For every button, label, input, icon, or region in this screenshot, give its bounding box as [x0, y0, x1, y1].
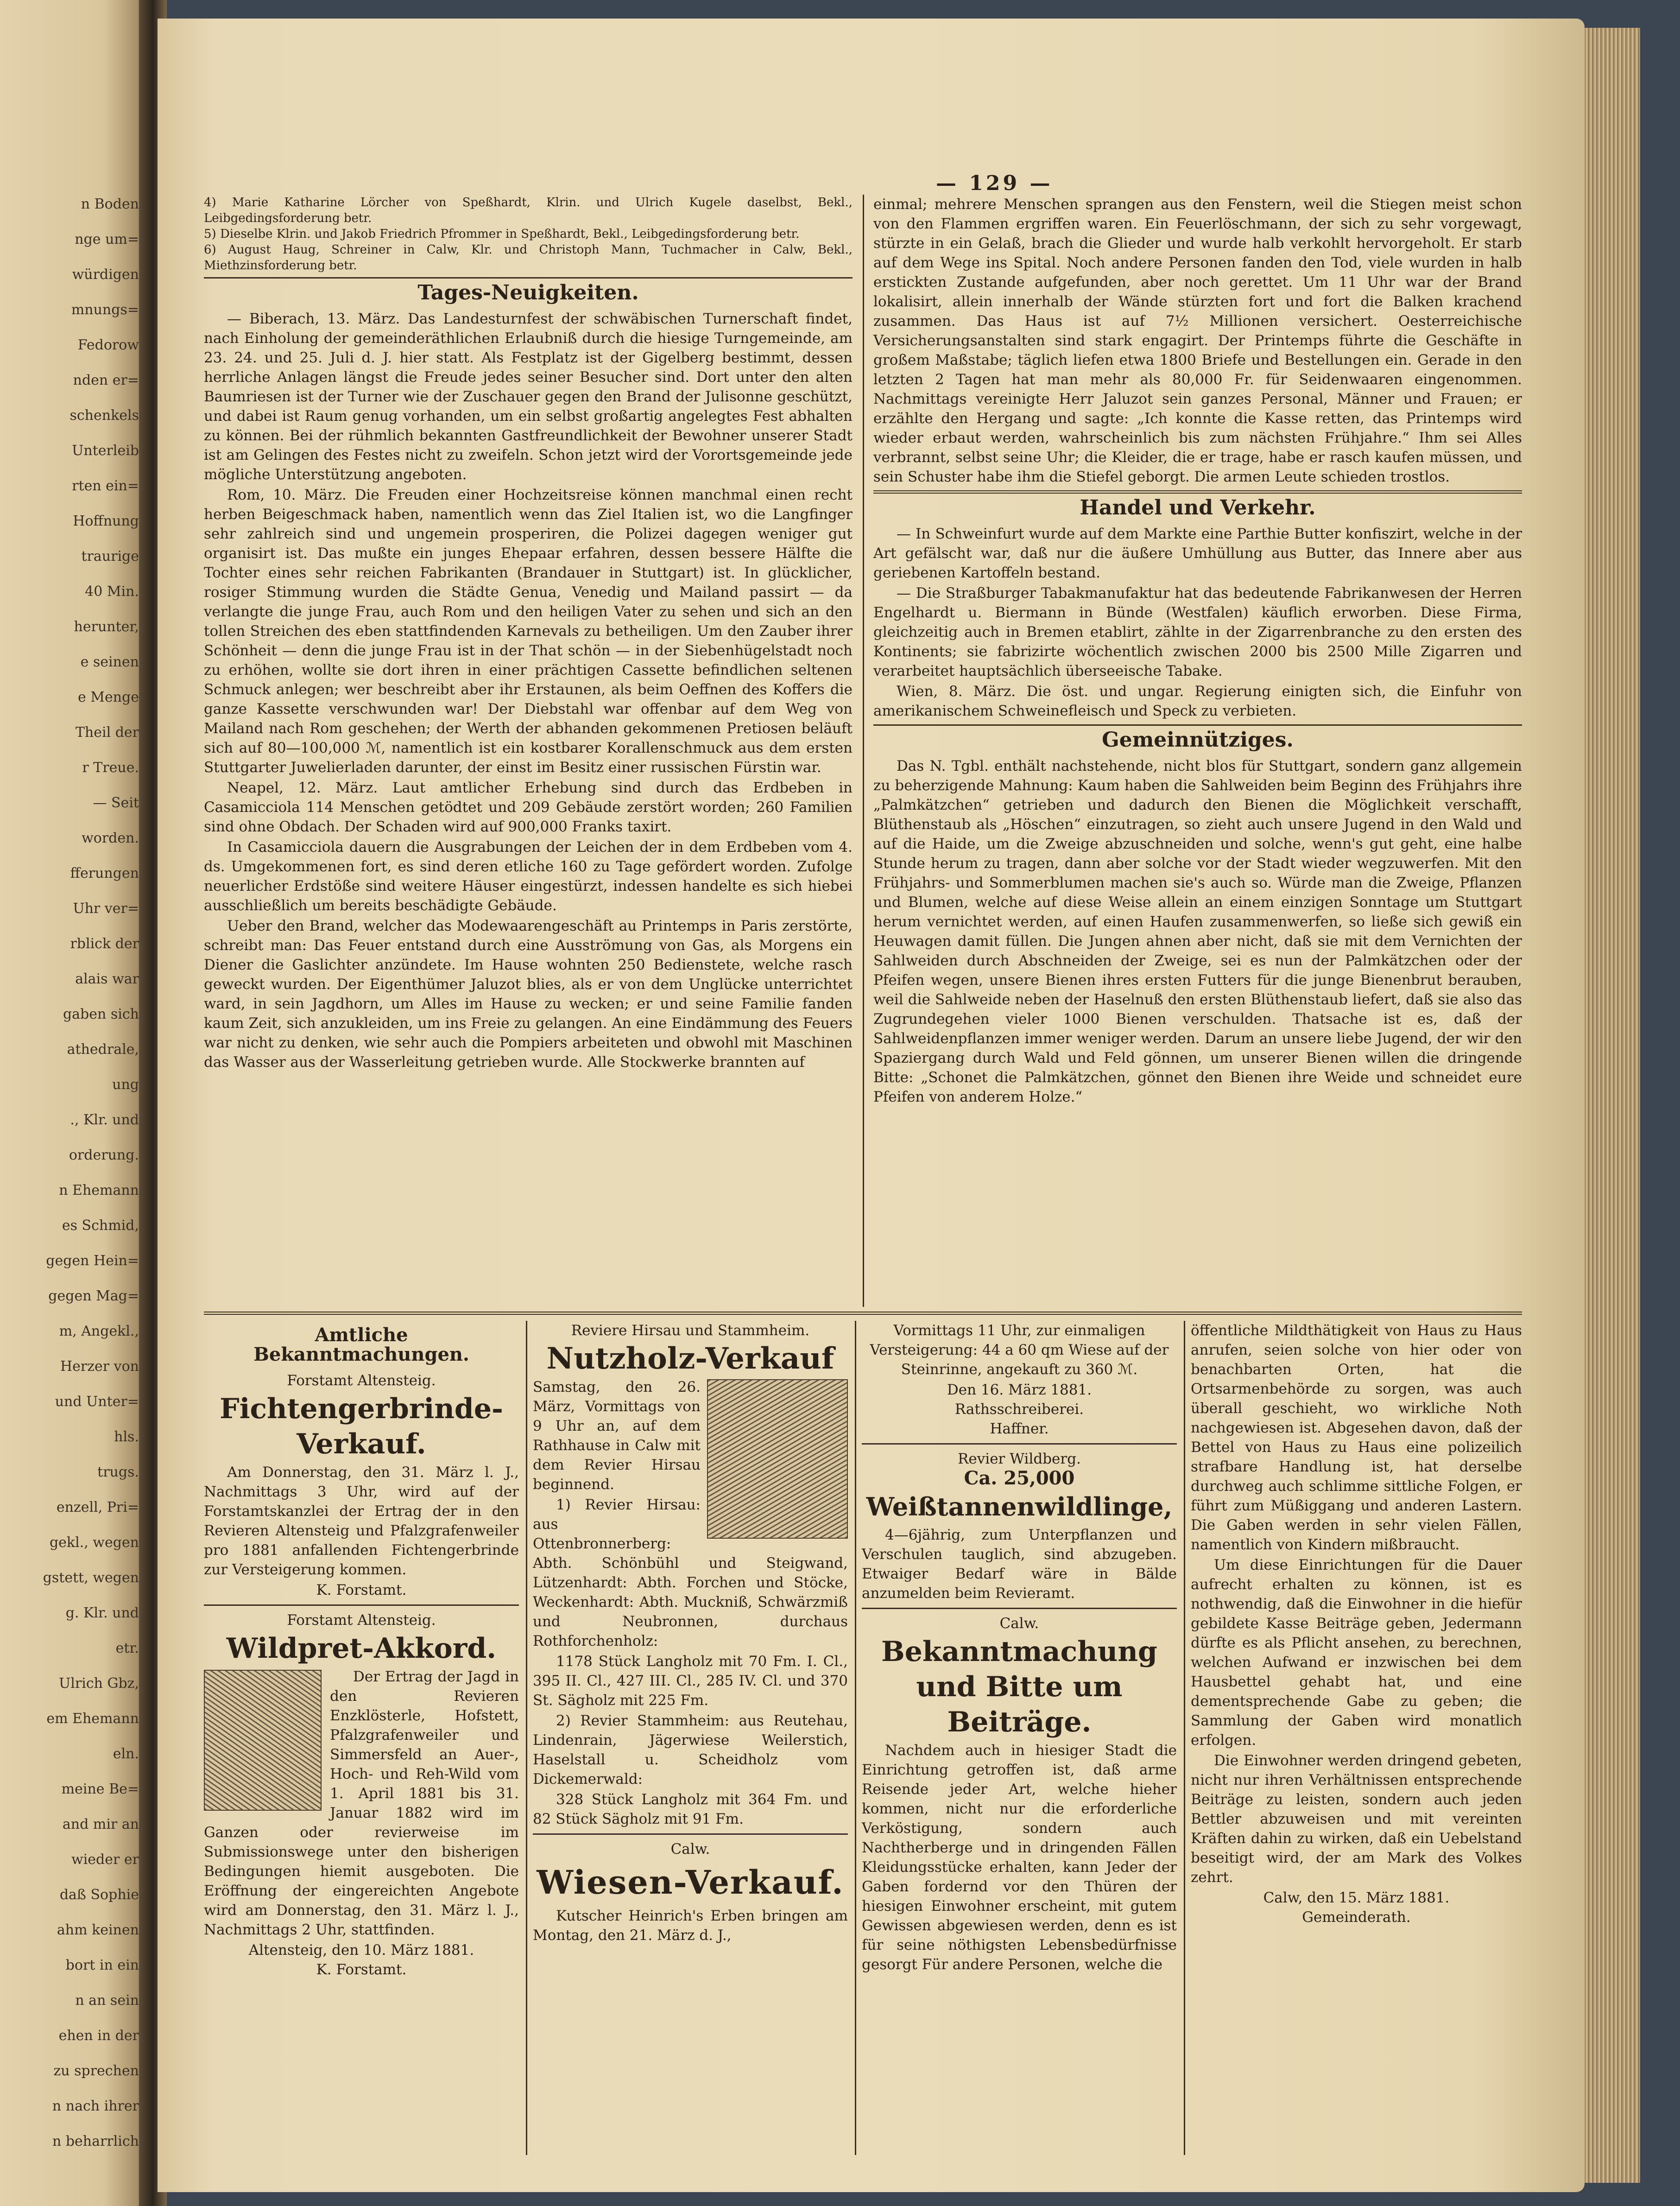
ad-title: Bekanntmachung	[881, 1635, 1157, 1668]
trade-article: — Die Straßburger Tabakmanufaktur hat das bedeutende Fabrikanwesen der Herren Engelhardt u. Biermann in Bünde (Westfalen) käuflich erworben. Diese Firma, gleichzeitig auch in Bremen etablirt, zählte in der Zigarrenbranche zu den ersten des Kontinents; sie fabrizirte wöchentlich zwischen 2000 bis 2500 Mille Zigarren und verarbeitet hauptsächlich überseeische Tabake.	[873, 585, 1522, 679]
court-item: 6) August Haug, Schreiner in Calw, Klr. und Christoph Mann, Tuchmacher in Calw, Bekl., Miethzinsforderung betr.	[204, 243, 853, 273]
left-page-fragment: Hoffnung	[73, 513, 139, 529]
ad-title: Beiträge.	[947, 1706, 1092, 1738]
handel-verkehr-heading: Handel und Verkehr.	[1080, 496, 1316, 520]
left-page-fragment: trugs.	[97, 1464, 139, 1480]
left-page-fragment: wieder er	[71, 1851, 139, 1868]
ad-body: Samstag, den 26. März, Vormittags von 9 Uhr an, auf dem Rathhause in Calw mit dem Revier Hirsau beginnend.	[533, 1379, 701, 1493]
left-page-fragment: gstett, wegen	[43, 1570, 139, 1586]
ad-office: Forstamt Altensteig.	[287, 1372, 436, 1389]
left-page-fragment: schenkels	[69, 407, 139, 424]
ad-signature: Haffner.	[990, 1420, 1049, 1437]
left-page-fragment: em Ehemann	[46, 1711, 139, 1727]
newspaper-page	[158, 19, 1585, 2192]
ad-place: Calw.	[999, 1615, 1039, 1632]
left-page-edge	[0, 0, 148, 2206]
left-page-fragment: mnungs=	[71, 302, 139, 318]
woodcutters-illustration	[707, 1379, 848, 1539]
ad-title: und Bitte um	[916, 1671, 1123, 1703]
left-page-fragment: es Schmid,	[62, 1217, 139, 1234]
left-page-fragment: m, Angekl.,	[59, 1323, 139, 1339]
left-page-fragment: gegen Hein=	[46, 1253, 139, 1269]
column-divider	[1184, 1321, 1185, 2155]
news-article: — Biberach, 13. März. Das Landesturnfest der schwäbischen Turnerschaft findet, nach Einholung der gemeinderäthlichen Erlaubniß durch die hiesige Turngemeinde, am 23. 24. und 25. Juli d. J. hier statt. Als Festplatz ist der Gigelberg bestimmt, dessen herrliche Anlagen längst die Freude jedes seiner Besucher sind. Dort unter den alten Baumriesen ist der Turner wie der Zuschauer gegen den Brand der Julisonne geschützt, und dabei ist Raum genug vorhanden, um ein selbst großartig angelegtes Fest abhalten zu können. Bei der rühmlich bekannten Gastfreundlichkeit der Bewohner unserer Stadt ist am Gelingen des Festes nicht zu zweifeln. Schon jetzt wird der Vorortsgemeinde jede mögliche Unterstützung angeboten.	[204, 311, 853, 483]
left-page-fragment: Ulrich Gbz,	[59, 1675, 139, 1692]
left-page-fragment: — Seit	[93, 795, 139, 811]
ad-body: 1178 Stück Langholz mit 70 Fm. I. Cl., 395 II. Cl., 427 III. Cl., 285 IV. Cl. und 370 St. Sägholz mit 225 Fm.	[533, 1653, 848, 1709]
left-page-fragment: 40 Min.	[85, 583, 139, 600]
news-article: In Casamicciola dauern die Ausgrabungen der Leichen der in dem Erdbeben vom 4. ds. Umgekommenen fort, es sind deren etliche 160 zu Tage gefördert worden. Zufolge neuerlicher Erdstöße sind weitere Häuser eingestürzt, indessen handelte es sich hiebei ausschließlich um bereits beschädigte Gebäude.	[204, 839, 853, 914]
ad-office: Forstamt Altensteig.	[287, 1612, 436, 1629]
ad-body: öffentliche Mildthätigkeit von Haus zu Haus anrufen, seien solche von hier oder von benachbarten Orten, hat die Ortsarmenbehörde zu sorgen, was auch überall geschieht, wo wirkliche Noth nachgewiesen ist. Abgesehen davon, daß der Bettel von Haus zu Haus eine polizeilich strafbare Handlung ist, hat derselbe durchweg auch schlimme sittliche Folgen, er führt zum Müßiggang und anderen Lastern. Die Gaben werden in sehr vielen Fällen, namentlich von Kindern mißbraucht.	[1191, 1322, 1522, 1553]
column-divider	[526, 1321, 527, 2155]
court-item: 4) Marie Katharine Lörcher von Speßhardt, Klrin. und Ulrich Kugele daselbst, Bekl., Leibgedingsforderung betr.	[204, 196, 853, 225]
ad-office: Rathsschreiberei.	[954, 1401, 1084, 1418]
left-page-fragment: zu sprechen	[53, 2063, 139, 2079]
ad-office: Revier Wildberg.	[958, 1451, 1081, 1467]
ad-column-1	[204, 1321, 519, 1979]
ad-signature: K. Forstamt.	[316, 1582, 407, 1598]
left-page-fragment: Theil der	[75, 724, 139, 741]
ad-signature: K. Forstamt.	[316, 1961, 407, 1978]
left-page-fragment: n nach ihrer	[52, 2098, 139, 2114]
ad-body: 4—6jährig, zum Unterpflanzen und Verschulen tauglich, sind abzugeben. Etwaiger Bedarf wäre in Bälde anzumelden beim Revieramt.	[862, 1527, 1177, 1602]
ad-column-4	[1191, 1321, 1522, 1927]
left-page-fragment: athedrale,	[67, 1041, 139, 1058]
right-news-column	[873, 195, 1522, 1108]
left-page-fragment: enzell, Pri=	[56, 1499, 139, 1515]
court-item: 5) Dieselbe Klrin. und Jakob Friedrich Pfrommer in Speßhardt, Bekl., Leibgedingsforderung betr.	[204, 227, 800, 241]
left-page-fragment: e Menge	[77, 689, 139, 705]
left-page-fragment: würdigen	[72, 266, 139, 283]
left-page-fragment: meine Be=	[61, 1781, 139, 1797]
ad-title: Wiesen-Verkauf.	[537, 1863, 844, 1902]
left-page-fragment: gegen Mag=	[48, 1288, 139, 1304]
left-page-fragment: n Boden	[81, 196, 139, 212]
ad-intro: Reviere Hirsau und Stammheim.	[571, 1322, 810, 1339]
left-page-fragment: hls.	[114, 1429, 139, 1445]
ad-body: 328 Stück Langholz mit 364 Fm. und 82 Stück Sägholz mit 91 Fm.	[533, 1791, 848, 1827]
news-article: Neapel, 12. März. Laut amtlicher Erhebung sind durch das Erdbeben in Casamicciola 114 Menschen getödtet und 209 Gebäude zerstört worden; 260 Familien sind ohne Obdach. Der Schaden wird auf 900,000 Franks taxirt.	[204, 780, 853, 835]
news-article: Ueber den Brand, welcher das Modewaarengeschäft au Printemps in Paris zerstörte, schreibt man: Das Feuer entstand durch eine Ausströmung von Gas, als Morgens ein Diener die Gaslichter anzündete. Im Hause wohnten 250 Bedienstete, welche rasch geweckt wurden. Der Eigenthümer Jaluzot blies, als er von dem Unglücke unterrichtet ward, in sein Jagdhorn, um Alles im Hause zu wecken; er und seine Familie fanden kaum Zeit, sich anzukleiden, um ins Freie zu gelangen. An eine Eindämmung des Feuers war nicht zu denken, wie sehr auch die Pompiers arbeiteten und obwohl mit Maschinen das Wasser aus der Wasserleitung getrieben wurde. Alle Stockwerke brannten auf	[204, 918, 853, 1071]
left-page-fragment: n Ehemann	[59, 1182, 139, 1198]
left-page-fragment: orderung.	[69, 1147, 139, 1163]
news-article-continued: einmal; mehrere Menschen sprangen aus den Fenstern, weil die Stiegen meist schon von den Flammen ergriffen waren. Ein Feuerlöschmann, der sich zu sehr vorgewagt, stürzte in ein Gelaß, brach die Glieder und wurde halb verkohlt hervorgeholt. Er starb auf dem Wege ins Spital. Noch andere Personen fanden den Tod, viele wurden in halb erstickten Zustande aufgefunden, aber noch gerettet. Um 11 Uhr war der Brand lokalisirt, allein innerhalb der Wände stürzten fort und fort die Balken krachend zusammen. Das Haus ist auf 7½ Millionen versichert. Oesterreichische Versicherungsanstalten sind stark engagirt. Der Printemps führte die Geschäfte in großem Maßstabe; täglich liefen etwa 1800 Briefe und Bestellungen ein. Gerade in den letzten 2 Tagen hat man mehr als 80,000 Fr. für Seidenwaaren eingenommen. Nachmittags vereinigte Herr Jaluzot sein ganzes Personal, Männer und Frauen; er erzählte den Hergang und sagte: „Ich konnte die Kasse retten, das Printemps wird wieder erbaut werden, wahrscheinlich bis zum nächsten Frühjahre.“ Ihm sei Alles verbrannt, selbst seine Uhr; die Kleider, die er trage, habe er rasch kaufen müssen, und sein Schuster habe ihm die Stiefel geborgt. Die armen Leute schieden trostlos.	[873, 196, 1522, 485]
left-page-fragment: and mir an	[62, 1816, 139, 1832]
deer-hunt-illustration	[204, 1670, 322, 1811]
left-news-column	[204, 195, 853, 1073]
ad-date: Den 16. März 1881.	[947, 1382, 1092, 1398]
ad-date: Calw, den 15. März 1881.	[1263, 1889, 1450, 1906]
left-page-fragment: und Unter=	[55, 1394, 139, 1410]
column-divider	[855, 1321, 856, 2155]
left-page-fragment: nge um=	[75, 231, 139, 247]
ad-body: 1) Revier Hirsau: aus Ottenbronnerberg: Abth. Schönbühl und Steigwand, Lützenhardt: Abth. Forchen und Stöcke, Weckenhardt: Abth. Muckniß, Schwärzmiß und Neubronnen, durchaus Rothforchenholz:	[533, 1496, 848, 1649]
left-page-fragment: traurige	[81, 548, 139, 564]
left-page-fragment: alais war	[75, 971, 139, 987]
left-page-fragment: daß Sophie	[59, 1887, 139, 1903]
left-page-fragment: e seinen	[80, 654, 139, 670]
ad-column-2	[533, 1321, 848, 1946]
ad-amount: Ca. 25,000	[964, 1467, 1075, 1489]
ad-title: Nutzholz-Verkauf	[546, 1341, 834, 1376]
ad-signature: Gemeinderath.	[1302, 1909, 1411, 1926]
left-page-fragment: rten ein=	[72, 478, 139, 494]
ad-title: Fichtengerbrinde-	[220, 1393, 503, 1425]
left-page-fragment: g. Klr. und	[65, 1605, 139, 1621]
left-page-fragment: herunter,	[74, 619, 139, 635]
ad-body: 2) Revier Stammheim: aus Reutehau, Lindenrain, Jägerwiese Weilerstich, Haselstall u. Scheidholz vom Dickemerwald:	[533, 1712, 848, 1788]
ad-title: Wildpret-Akkord.	[226, 1632, 497, 1665]
ad-title: Weißtannenwildlinge,	[866, 1492, 1173, 1521]
ad-body: Der Ertrag der Jagd in den Revieren Enzklösterle, Hofstett, Pfalzgrafenweiler und Simmersfeld an Auer-, Hoch- und Reh-Wild vom 1. April 1881 bis 31. Januar 1882 wird im Ganzen oder revierweise im Submissionswege unter den bisherigen Bedingungen hiemit ausgeboten. Die Eröffnung der eingereichten Angebote wird am Donnerstag, den 31. März l. J., Nachmittags 2 Uhr, stattfinden.	[204, 1668, 519, 1938]
ad-body: Die Einwohner werden dringend gebeten, nicht nur ihren Verhältnissen entsprechende Beiträge zu leisten, sondern auch jeden Bettler abzuweisen und mit vereinten Kräften dahin zu wirken, daß ein Uebelstand beseitigt wird, der am Mark des Volkes zehrt.	[1191, 1752, 1522, 1886]
amtliche-heading: Amtliche Bekanntmachungen.	[253, 1324, 469, 1365]
trade-article: — In Schweinfurt wurde auf dem Markte eine Parthie Butter konfiszirt, welche in der Art gefälscht war, daß nur die äußere Umhüllung aus Butter, das Innere aber aus geriebenen Kartoffeln bestand.	[873, 526, 1522, 581]
ads-separator	[204, 1312, 1522, 1315]
left-page-fragment: eln.	[113, 1746, 139, 1762]
left-page-fragment: Unterleib	[72, 443, 139, 459]
ad-body: Am Donnerstag, den 31. März l. J., Nachmittags 3 Uhr, wird auf der Forstamtskanzlei der Ertrag der in den Revieren Altensteig und Pfalzgrafenweiler pro 1881 anfallenden Fichtengerbrinde zur Versteigerung kommen.	[204, 1464, 519, 1578]
news-article: Rom, 10. März. Die Freuden einer Hochzeitsreise können manchmal einen recht herben Beigeschmack haben, namentlich wenn das Ziel Italien ist, wo die Langfinger sehr zahlreich sind und ungemein prosperiren, die Polizei dagegen weniger gut organisirt ist. Das mußte ein junges Ehepaar erfahren, dessen bessere Hälfte die Tochter eines sehr reichen Fabrikanten (Brandauer in Stuttgart) ist. In glücklicher, rosiger Stimmung wurden die Städte Genua, Venedig und Mailand passirt — da verlangte die junge Frau, auch Rom und den heiligen Vater zu sehen und sich an den tollen Streichen des eben stattfindenden Karnevals zu betheiligen. Um den Zauber ihrer Schönheit — denn die junge Frau ist in der That schön — in der Siebenhügelstadt noch zu erhöhen, wollte sie dort ihren in einer prächtigen Cassette befindlichen seltenen Schmuck anlegen; wer beschreibt aber ihr Erstaunen, als beim Oeffnen des Koffers die ganze Kassette verschwunden war! Der Diebstahl war offenbar auf dem Weg von Mailand nach Rom geschehen; der Werth der abhanden gekommenen Pretiosen beläuft sich auf 80—100,000 ℳ, namentlich ist ein kostbarer Korallenschmuck aus dem ersten Stuttgarter Juwelierladen darunter, der einst im Besitz einer russischen Fürstin war.	[204, 487, 853, 776]
left-page-fragment: r Treue.	[82, 760, 139, 776]
left-page-fragment: Fedorow	[77, 337, 139, 353]
court-list	[204, 195, 853, 273]
left-page-fragment: Uhr ver=	[73, 900, 139, 917]
left-page-fragment: etr.	[115, 1640, 139, 1656]
left-page-fragment: bort in ein	[65, 1957, 139, 1973]
left-page-fragment: ., Klr. und	[70, 1112, 139, 1128]
page-stack-edge	[1585, 28, 1640, 2183]
left-page-fragment: nden er=	[73, 372, 139, 388]
left-page-fragment: ung	[112, 1077, 139, 1093]
left-page-fragment: gekl., wegen	[49, 1534, 139, 1551]
left-page-fragment: rblick der	[70, 936, 139, 952]
left-page-fragment: n an sein	[75, 1992, 139, 2009]
left-page-fragment: ahm keinen	[57, 1922, 139, 1938]
left-page-fragment: ehen in der	[58, 2028, 139, 2044]
public-interest-article: Das N. Tgbl. enthält nachstehende, nicht blos für Stuttgart, sondern ganz allgemein zu beherzigende Mahnung: Kaum haben die Sahlweiden beim Beginn des Frühjahrs ihre „Palmkätzchen“ getrieben und dadurch den Bienen die Möglichkeit verschafft, Blüthenstaub als „Höschen“ einzutragen, so zieht auch unsere Jugend in den Wald und auf die Haide, um die Zweige abzuschneiden und solche, wenn's gut geht, eine halbe Stunde herum zu tragen, dann aber solche vor der Stadt wieder wegzuwerfen. Mit den Frühjahrs- und Sommerblumen machen sie's auch so. Würde man die Zweige, Pflanzen und Blumen, welche auf diese Weise allein an einem einzigen Sonntage um Stuttgart herum vernichtet werden, auf einen Haufen zusammenwerfen, so ließe sich gewiß ein Heuwagen damit füllen. Die Jungen ahnen aber nicht, daß sie mit dem Vernichten der Sahlweiden durch Abschneiden der Zweige, sei es nun der Palmkätzchen oder der Pfeifen wegen, unsere Bienen ihres ersten Futters für die junge Bienenbrut berauben, weil die Sahlweide neben der Haselnuß den ersten Blüthenstaub liefert, daß sie also das Zugrundegehen vieler 1000 Bienen verschulden. Thatsache ist es, daß der Sahlweidenpflanzen immer weniger werden. Darum an unsere liebe Jugend, der wir den Spaziergang durch Wald und Feld gönnen, um unserer Bienen willen die dringende Bitte: „Schonet die Palmkätzchen, gönnet den Bienen ihre Weide und schneidet eure Pfeifen von anderem Holze.“	[873, 758, 1522, 1105]
ad-place: Calw.	[670, 1841, 710, 1857]
ad-body: Um diese Einrichtungen für die Dauer aufrecht erhalten zu können, ist es nothwendig, daß die Einwohner in die hiefür gebildete Kasse Beiträge geben, Jedermann dürfte es als Pflicht ansehen, zu berechnen, welchen Aufwand er inzwischen bei dem Hausbettel gehabt hat, und eine dementsprechende Gabe zu geben; die Sammlung der Gaben wird monatlich erfolgen.	[1191, 1557, 1522, 1749]
tages-neuigkeiten-heading: Tages-Neuigkeiten.	[417, 281, 639, 304]
ad-place-date: Altensteig, den 10. März 1881.	[248, 1942, 474, 1959]
left-page-fragment: worden.	[82, 830, 139, 846]
ad-body: Nachdem auch in hiesiger Stadt die Einrichtung getroffen ist, daß arme Reisende jeder Art, welche hieher kommen, nicht nur die erforderliche Verköstigung, sondern auch Nachtherberge und in dringenden Fällen Kleidungsstücke erhalten, kann Jeder der Gaben fordernd vor den Thüren der hiesigen Einwohner erscheint, mit gutem Gewissen abgewiesen werden, denn es ist für seine nöthigsten Lebensbedürfnisse gesorgt Für andere Personen, welche die	[862, 1742, 1177, 1973]
ad-body: Kutscher Heinrich's Erben bringen am Montag, den 21. März d. J.,	[533, 1908, 848, 1944]
trade-article: Wien, 8. März. Die öst. und ungar. Regierung einigten sich, die Einfuhr von amerikanischem Schweinefleisch und Speck zu verbieten.	[873, 683, 1522, 719]
ad-column-3	[862, 1321, 1177, 1975]
left-page-fragment: gaben sich	[63, 1006, 139, 1022]
gemeinnuetziges-heading: Gemeinnütziges.	[1102, 728, 1294, 752]
left-page-fragment: Herzer von	[60, 1358, 139, 1375]
left-page-fragment: n beharrlich	[52, 2133, 139, 2149]
ad-title: Verkauf.	[297, 1428, 426, 1460]
left-page-fragment: fferungen	[70, 865, 139, 881]
ad-body: Vormittags 11 Uhr, zur einmaligen Versteigerung: 44 a 60 qm Wiese auf der Steinrinne, angekauft zu 360 ℳ.	[870, 1322, 1169, 1378]
column-divider	[863, 195, 864, 1307]
page-number: — 129 —	[936, 171, 1053, 195]
